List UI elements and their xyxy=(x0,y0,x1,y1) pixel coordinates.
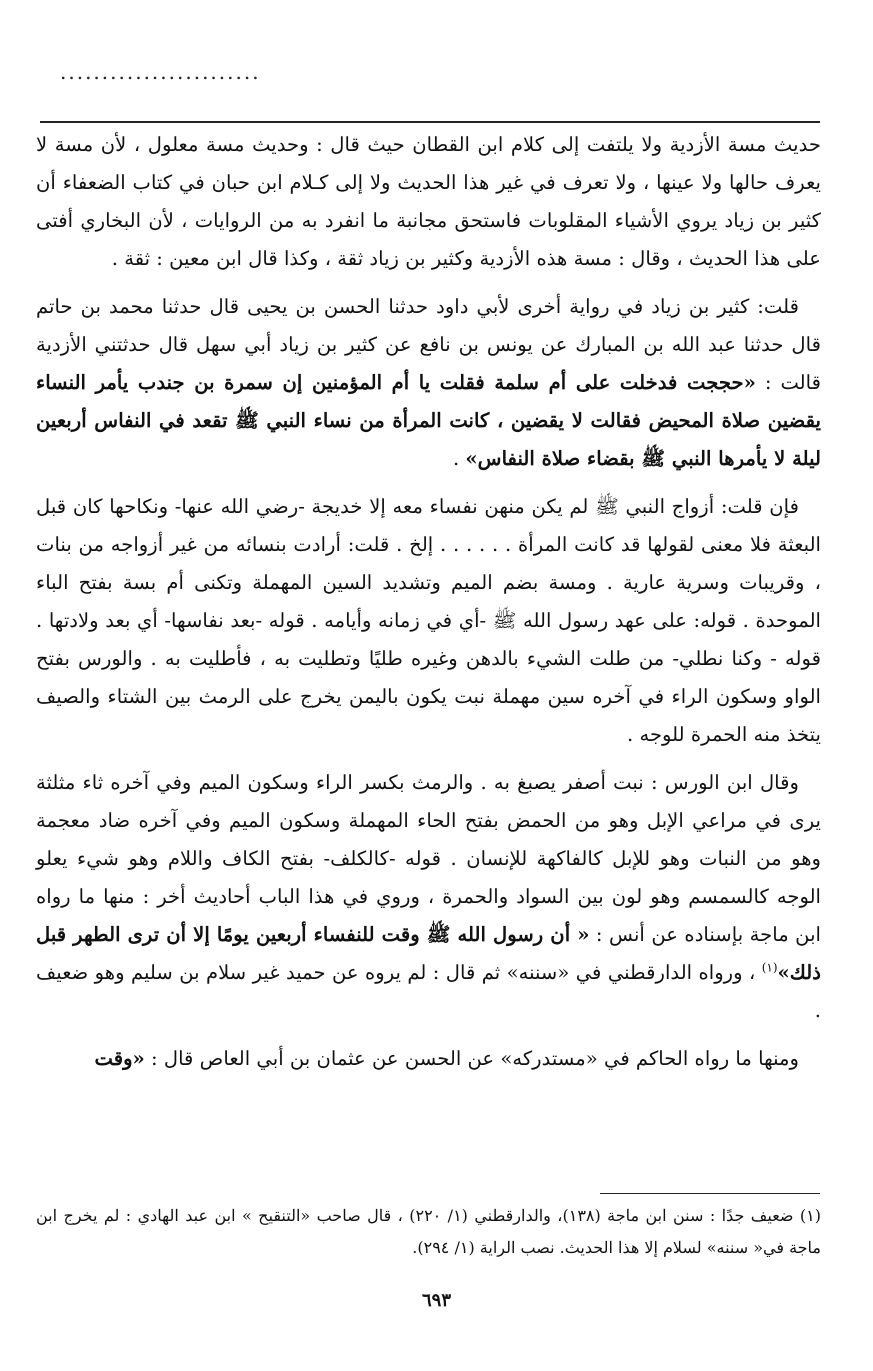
footnote-rule xyxy=(600,1193,820,1194)
paragraph-5-intro: ومنها ما رواه الحاكم في «مستدركه» عن الحسن عن عثمان بن أبي العاص قال : xyxy=(144,1047,799,1070)
paragraph-2-end: . xyxy=(452,447,466,470)
paragraph-3: فإن قلت: أزواج النبي ﷺ لم يكن منهن نفساء معه إلا خديجة -رضي الله عنها- ونكاحها كان قبل البعثة فلا معنى لقولها قد كانت المرأة . . . . . . إلخ . قلت: أرادت بنسائه من غير أزواجه من بنات ، وقريبات وسرية عارية . ومسة بضم الميم وتشديد السين المهملة وتكنى أم بسة بفتح الباء الموحدة . قوله: على عهد رسول الله ﷺ -أي في زمانه وأيامه . قوله -بعد نفاسها- أي بعد ولادتها . قوله - وكنا نطلي- من طلت الشيء بالدهن وغيره طليًا وتطليت به ، فأطليت به . والورس بفتح الواو وسكون الراء في آخره سين مهملة نبت يكون باليمن يخرج على الرمث بين الشتاء والصيف يتخذ منه الحمرة للوجه . xyxy=(36,495,821,746)
paragraph-1: حديث مسة الأزدية ولا يلتفت إلى كلام ابن القطان حيث قال : وحديث مسة معلول ، لأن مسة لا يعرف حالها ولا عينها ، ولا تعرف في غير هذا الحديث ولا إلى كـلام ابن حبان في كتاب الضعفاء أن كثير بن زياد يروي الأشياء المقلوبات فاستحق مجانبة ما انفرد به من الروايات ، لأن البخاري أفتى على هذا الحديث ، وقال : مسة هذه الأزدية وكثير بن زياد ثقة ، وكذا قال ابن معين : ثقة . xyxy=(36,133,821,270)
hadith-quote-1: «حججت فدخلت على أم سلمة فقلت يا أم المؤمنين إن سمرة بن جندب يأمر النساء يقضين صلاة المحيض فقالت لا يقضين ، كانت المرأة من نساء النبي ﷺ تقعد في النفاس أربعين ليلة لا يأمرها النبي ﷺ بقضاء صلاة النفاس» xyxy=(36,371,821,470)
footnotes xyxy=(36,1200,821,1264)
hadith-quote-3: «وقت xyxy=(94,1047,145,1070)
main-text xyxy=(36,126,821,1088)
footnote-ref-1[interactable]: (١) xyxy=(761,960,778,975)
paragraph-4-end: ، ورواه الدارقطني في «سننه» ثم قال : لم يروه عن حميد غير سلام بن سليم وهو ضعيف . xyxy=(36,961,821,1022)
header-rule xyxy=(40,121,820,123)
footnote-1: (١) ضعيف جدًا : سنن ابن ماجة (١٣٨)، والدارقطني (١/ ٢٢٠) ، قال صاحب «التنقيح » ابن عبد الهادي : لم يخرج ابن ماجة في« سننه» لسلام إلا هذا الحديث. نصب الراية (١/ ٢٩٤). xyxy=(36,1206,822,1257)
paragraph-4 xyxy=(36,764,821,1030)
paragraph-2 xyxy=(36,288,821,478)
paragraph-5 xyxy=(36,1040,821,1078)
header-dotted-line: ........................ xyxy=(60,62,261,82)
paragraph-4-intro: وقال ابن الورس : نبت أصفر يصبغ به . والرمث بكسر الراء وسكون الميم وفي آخره ثاء مثلثة يرى في مراعي الإبل وهو من الحمض بفتح الحاء المهملة وسكون الميم وفي آخره ضاد معجمة وهو من النبات وهو للإبل كالفاكهة للإنسان . قوله -كالكلف- بفتح الكاف واللام وهو شيء يعلو الوجه كالسمسم وهو لون بين السواد والحمرة ، وروي في هذا الباب أحاديث أخر : منها ما رواه ابن ماجة بإسناده عن أنس : xyxy=(36,771,821,946)
hadith-quote-2: « أن رسول الله ﷺ وقت للنفساء أربعين يومًا إلا أن ترى الطهر قبل ذلك» xyxy=(36,923,821,984)
paragraph-2-intro: قلت: كثير بن زياد في رواية أخرى لأبي داود حدثنا الحسن بن يحيى قال حدثنا محمد بن حاتم قال حدثنا عبد الله بن المبارك عن يونس بن نافع عن كثير بن زياد أبي سهل قال حدثتني الأزدية قالت : xyxy=(36,295,821,394)
page-number: ٦٩٣ xyxy=(421,1290,451,1311)
